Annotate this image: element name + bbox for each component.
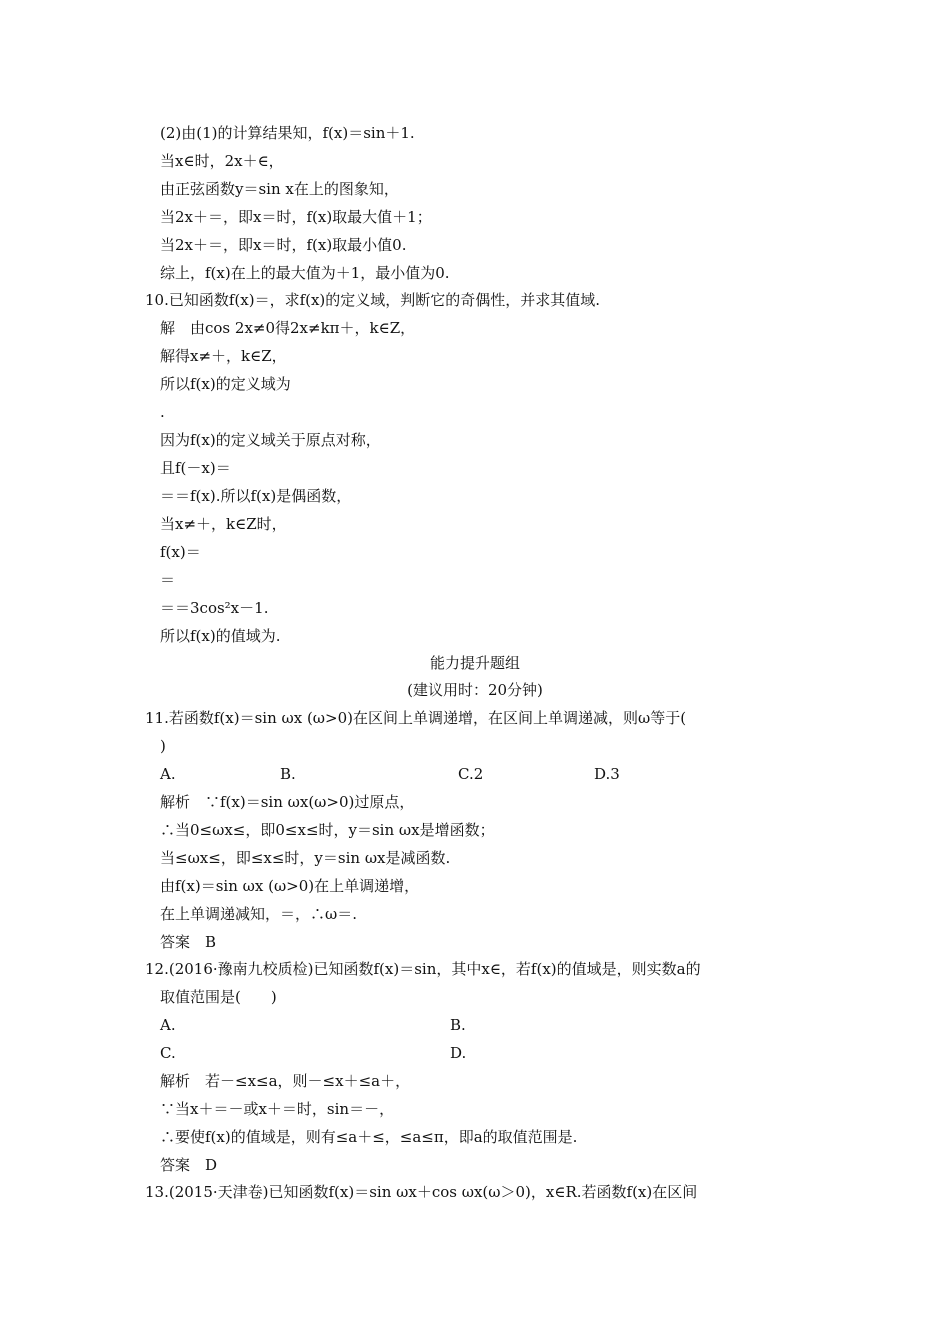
text-line: 在上单调递减知，＝，∴ω＝. bbox=[160, 905, 358, 923]
option-c: C. bbox=[160, 1044, 176, 1062]
question-12-stem: 12.(2016·豫南九校质检)已知函数f(x)＝sin，其中x∈，若f(x)的值域是，则实数a的 bbox=[145, 960, 701, 978]
text-line: ∵当x＋＝－或x＋＝时，sin＝－， bbox=[160, 1100, 395, 1118]
option-b: B. bbox=[280, 765, 296, 783]
question-10-stem: 10.已知函数f(x)＝，求f(x)的定义域，判断它的奇偶性，并求其值域. bbox=[145, 291, 601, 309]
section-heading: 能力提升题组 bbox=[429, 654, 520, 672]
text-line: 当x∈时，2x＋∈， bbox=[160, 152, 284, 170]
text-line: ＝＝f(x).所以f(x)是偶函数， bbox=[160, 487, 352, 505]
text-line: 所以f(x)的值域为. bbox=[160, 627, 281, 645]
text-line: 由正弦函数y＝sin x在上的图象知， bbox=[160, 180, 399, 198]
text-line: . bbox=[160, 403, 165, 421]
text-line: 由f(x)＝sin ωx (ω>0)在上单调递增， bbox=[160, 877, 420, 895]
text-line: 解 由cos 2x≠0得2x≠kπ＋，k∈Z， bbox=[160, 319, 416, 337]
text-line: 解得x≠＋，k∈Z， bbox=[160, 347, 287, 365]
text-line: 解析 ∵f(x)＝sin ωx(ω>0)过原点， bbox=[160, 793, 415, 811]
text-line: 当x≠＋，k∈Z时， bbox=[160, 515, 287, 533]
text-line: f(x)＝ bbox=[160, 543, 201, 561]
option-d: D.3 bbox=[594, 765, 620, 783]
text-line: ＝＝3cos²x－1. bbox=[160, 599, 269, 617]
text-line: 且f(－x)＝ bbox=[160, 459, 231, 477]
option-c: C.2 bbox=[458, 765, 484, 783]
text-line: 因为f(x)的定义域关于原点对称， bbox=[160, 431, 381, 449]
text-line: 解析 若－≤x≤a，则－≤x＋≤a＋， bbox=[160, 1072, 411, 1090]
text-line: (2)由(1)的计算结果知，f(x)＝sin＋1. bbox=[160, 124, 415, 142]
question-11-stem: 11.若函数f(x)＝sin ωx (ω>0)在区间上单调递增，在区间上单调递减，则ω等于( bbox=[145, 709, 687, 727]
section-subheading: (建议用时：20分钟) bbox=[407, 681, 543, 699]
text-line: ) bbox=[160, 737, 166, 755]
text-line: 当≤ωx≤，即≤x≤时，y＝sin ωx是减函数. bbox=[160, 849, 451, 867]
question-13-stem: 13.(2015·天津卷)已知函数f(x)＝sin ωx＋cos ωx(ω＞0)，x∈R.若函数f(x)在区间 bbox=[145, 1183, 698, 1201]
option-a: A. bbox=[160, 1016, 176, 1034]
text-line: 取值范围是( ) bbox=[160, 988, 277, 1006]
text-line: 综上，f(x)在上的最大值为＋1，最小值为0. bbox=[160, 264, 450, 282]
option-b: B. bbox=[450, 1016, 466, 1034]
option-d: D. bbox=[450, 1044, 467, 1062]
option-a: A. bbox=[160, 765, 176, 783]
answer-line: 答案 D bbox=[160, 1156, 218, 1174]
text-line: 当2x＋＝，即x＝时，f(x)取最小值0. bbox=[160, 236, 407, 254]
text-line: 所以f(x)的定义域为 bbox=[160, 375, 291, 393]
text-line: ∴要使f(x)的值域是，则有≤a＋≤，≤a≤π，即a的取值范围是. bbox=[160, 1128, 578, 1146]
text-line: 当2x＋＝，即x＝时，f(x)取最大值＋1； bbox=[160, 208, 432, 226]
text-line: ∴当0≤ωx≤，即0≤x≤时，y＝sin ωx是增函数； bbox=[160, 821, 495, 839]
text-line: ＝ bbox=[160, 571, 176, 589]
answer-line: 答案 B bbox=[160, 933, 217, 951]
